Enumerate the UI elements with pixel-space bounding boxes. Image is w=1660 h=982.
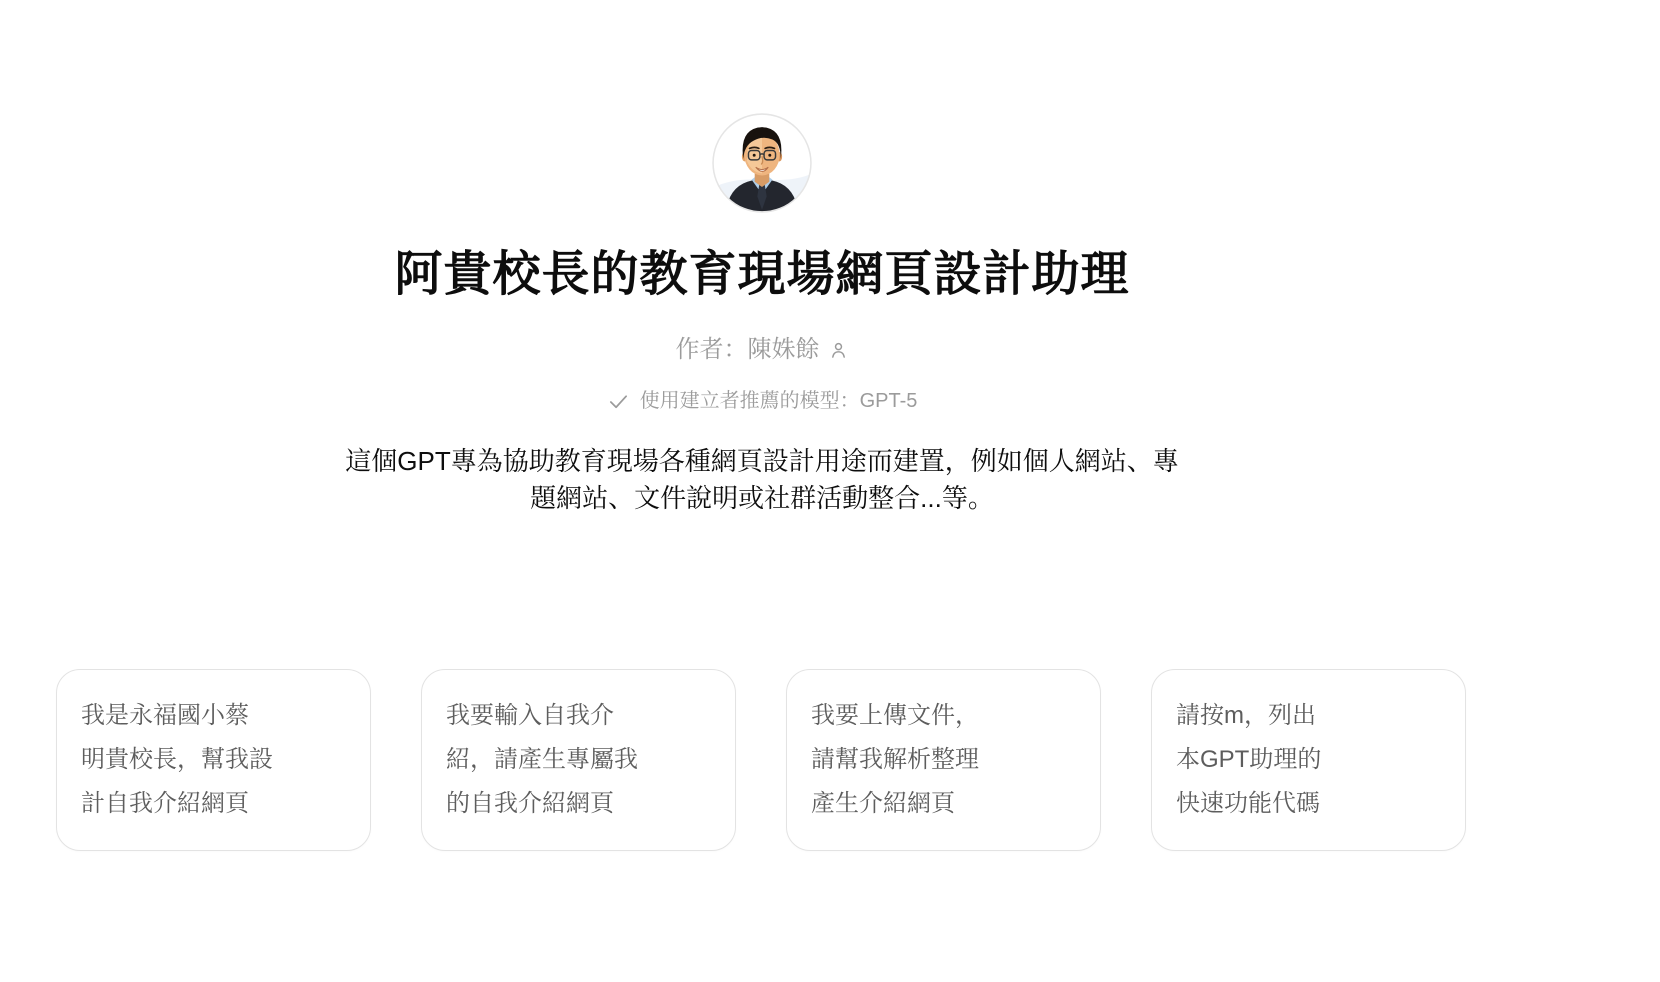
gpt-avatar-image <box>712 113 812 213</box>
gpt-landing-page <box>56 0 1468 851</box>
conversation-starter-card[interactable] <box>421 669 736 851</box>
description-line: 題網站、文件說明或社群活動整合...等。 <box>530 483 994 513</box>
model-note-text: 使用建立者推薦的模型：GPT-5 <box>639 390 918 412</box>
starter-text-line: 本GPT助理的 <box>1176 746 1322 773</box>
conversation-starter-card[interactable] <box>786 669 1101 851</box>
starter-text-line: 計自我介紹網頁 <box>81 790 249 817</box>
conversation-starter-card[interactable] <box>56 669 371 851</box>
starter-text-line: 請按m，列出 <box>1176 702 1316 729</box>
starter-text-line: 我要上傳文件， <box>811 702 979 729</box>
gpt-avatar <box>712 113 812 213</box>
model-recommendation <box>607 389 918 413</box>
check-icon <box>607 390 630 413</box>
description-line: 這個GPT專為協助教育現場各種網頁設計用途而建置，例如個人網站、專 <box>345 446 1179 476</box>
author-line[interactable] <box>676 337 849 363</box>
gpt-description <box>345 443 1178 517</box>
page-title: 阿貴校長的教育現場網頁設計助理 <box>394 248 1130 301</box>
starter-text-line: 我要輸入自我介 <box>446 702 614 729</box>
starter-text-line: 我是永福國小蔡 <box>81 702 249 729</box>
starter-text-line: 的自我介紹網頁 <box>446 790 614 817</box>
conversation-starter-card[interactable] <box>1151 669 1466 851</box>
starter-text-line: 明貴校長，幫我設 <box>81 746 273 773</box>
starter-text-line: 紹，請產生專屬我 <box>446 746 638 773</box>
person-icon <box>828 340 849 361</box>
starter-text-line: 產生介紹網頁 <box>811 790 955 817</box>
conversation-starters <box>56 669 1468 851</box>
author-name: 作者：陳姝餘 <box>675 336 820 363</box>
starter-text-line: 快速功能代碼 <box>1176 790 1320 817</box>
starter-text-line: 請幫我解析整理 <box>811 746 979 773</box>
